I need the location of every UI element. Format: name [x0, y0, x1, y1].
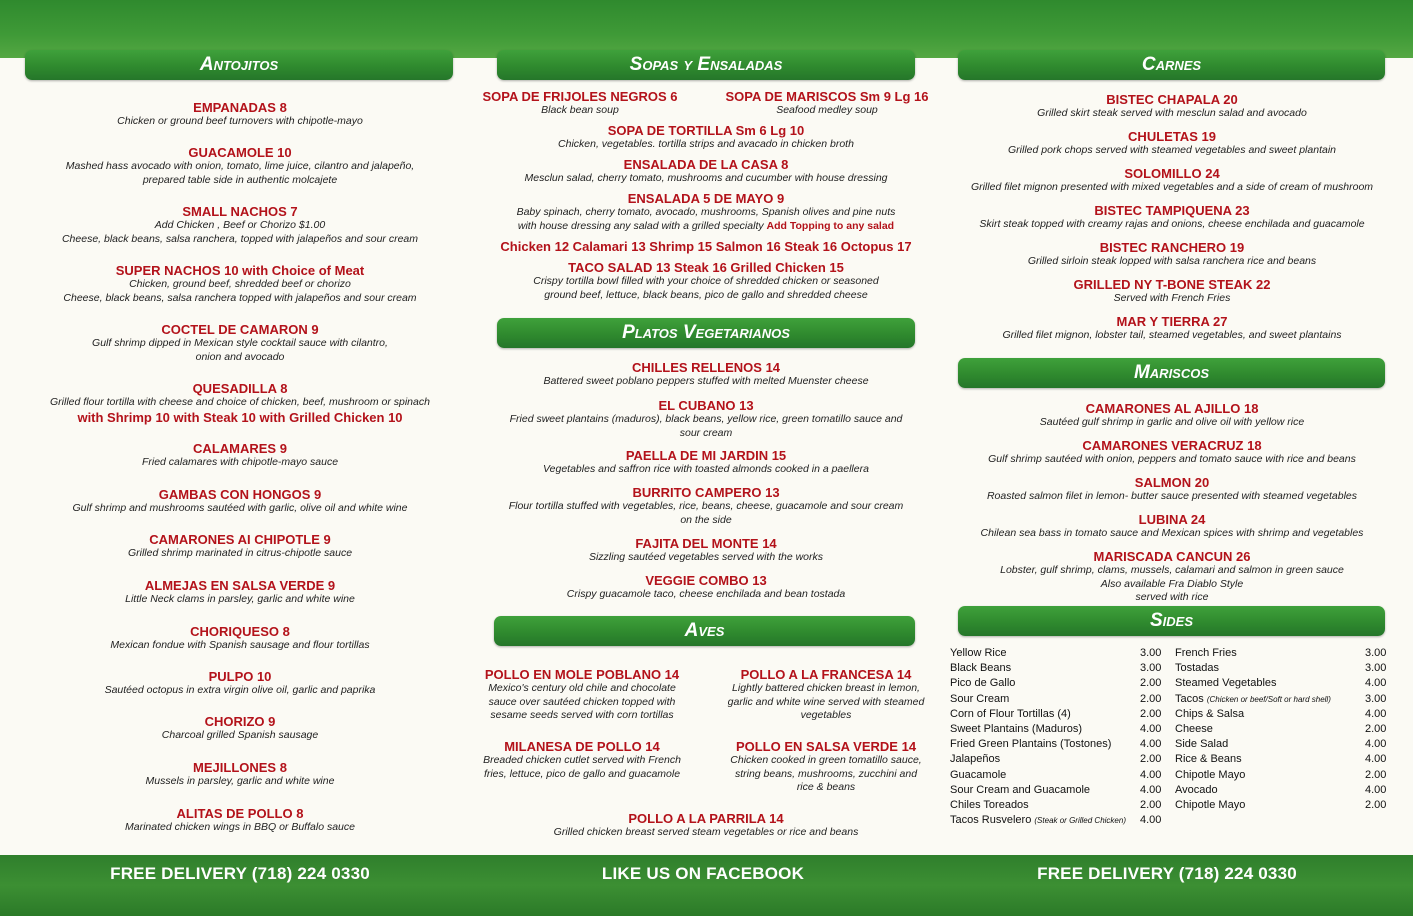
item-name: GRILLED NY T-BONE STEAK 22: [1073, 277, 1271, 292]
item-desc: Chicken, vegetables. tortilla strips and avacado in chicken broth: [558, 138, 854, 150]
item-desc: Crispy tortilla bowl filled with your choice of shredded chicken or seasoned: [533, 275, 879, 287]
side-price: 3.00: [1140, 647, 1162, 659]
header-mariscos: Mariscos: [958, 358, 1385, 388]
item-desc: Vegetables and saffron rice with toasted almonds cooked in a paellera: [543, 463, 869, 475]
menu-item: [480, 573, 932, 602]
item-desc: Charcoal grilled Spanish sausage: [161, 729, 319, 741]
side-item: [1175, 723, 1395, 737]
item-name: CHILLES RELLENOS 14: [631, 360, 781, 375]
item-desc: Chicken or ground beef turnovers with chipotle-mayo: [117, 115, 363, 127]
item-desc: Grilled filet mignon, lobster tail, steamed vegetables, and sweet plantains: [1002, 329, 1342, 341]
item-name: GUACAMOLE 10: [188, 145, 292, 160]
item-desc: Mexican fondue with Spanish sausage and flour tortillas: [110, 639, 370, 651]
side-price: 2.00: [1140, 707, 1162, 720]
item-desc: garlic and white wine served with steamed: [727, 695, 925, 708]
item-desc: Breaded chicken cutlet served with French: [483, 754, 681, 766]
side-name: [1175, 799, 1245, 811]
item-name: MAR Y TIERRA 27: [1116, 314, 1228, 329]
side-price: 3.00: [1140, 662, 1162, 675]
item-name: LUBINA 24: [1138, 512, 1206, 527]
menu-item: [480, 260, 932, 302]
menu-item: [942, 314, 1402, 343]
item-name: VEGGIE COMBO 13: [645, 573, 767, 588]
side-price: 4.00: [1140, 738, 1162, 751]
side-item: [950, 693, 1170, 707]
menu-item: [480, 191, 932, 233]
side-name-text: Steamed Vegetables: [1175, 677, 1277, 690]
header-sopas: Sopas y Ensaladas: [497, 50, 915, 80]
menu-item: [15, 714, 465, 743]
side-name-text: Avocado: [1175, 783, 1218, 796]
item-name: BISTEC RANCHERO 19: [1099, 240, 1245, 255]
side-price: 4.00: [1365, 753, 1387, 766]
header-carnes: Carnes: [958, 50, 1385, 80]
menu-item: [718, 89, 936, 118]
menu-item: [15, 669, 465, 698]
item-name: CALAMARES 9: [193, 441, 287, 456]
menu-item: [480, 398, 932, 440]
menu-item: [480, 89, 680, 118]
item-name: CHULETAS 19: [1128, 129, 1216, 144]
item-desc: Add Chicken , Beef or Chorizo $1.00: [154, 219, 326, 231]
side-item: [1175, 693, 1395, 707]
side-name: [950, 647, 1006, 659]
menu-item: [15, 624, 465, 653]
item-desc: onion and avocado: [195, 350, 285, 363]
item-desc: Sautéed gulf shrimp in garlic and olive oil with yellow rice: [1039, 416, 1305, 428]
side-name: [950, 708, 1071, 720]
item-desc: rice & beans: [796, 781, 856, 793]
item-desc: Grilled pork chops served with steamed vegetables and sweet plantain: [1007, 144, 1337, 156]
item-name: PULPO 10: [208, 669, 272, 684]
side-price: 2.00: [1140, 677, 1162, 690]
side-name: [950, 693, 1009, 705]
menu-item: [480, 536, 932, 565]
menu-item: [15, 100, 465, 129]
menu-item: [480, 157, 932, 186]
item-name: CAMARONES AL AJILLO 18: [1085, 401, 1259, 416]
side-price: 2.00: [1140, 799, 1162, 811]
side-price: 4.00: [1140, 783, 1162, 796]
side-name-text: Jalapeños: [950, 753, 1001, 766]
item-name: MARISCADA CANCUN 26: [1093, 549, 1251, 564]
side-name: [1175, 708, 1244, 720]
side-item: [1175, 662, 1395, 676]
item-name: POLLO A LA PARRILA 14: [628, 811, 784, 826]
item-name: MEJILLONES 8: [193, 760, 287, 775]
side-name-text: Corn of Flour Tortillas (4): [950, 707, 1071, 720]
menu-item: [942, 129, 1402, 158]
item-name: SMALL NACHOS 7: [182, 204, 298, 219]
item-name: SUPER NACHOS 10 with Choice of Meat: [115, 263, 365, 278]
item-desc: Chicken, ground beef, shredded beef or chorizo: [129, 278, 351, 290]
item-desc: Battered sweet poblano peppers stuffed with melted Muenster cheese: [543, 375, 869, 387]
item-name: ALMEJAS EN SALSA VERDE 9: [144, 578, 336, 593]
item-desc: Roasted salmon filet in lemon- butter sauce presented with steamed vegetables: [986, 490, 1358, 502]
item-desc: Lobster, gulf shrimp, clams, mussels, calamari and salmon in green sauce: [1000, 564, 1344, 576]
side-price: 2.00: [1140, 753, 1162, 766]
side-name-text: Sour Cream and Guacamole: [950, 783, 1091, 796]
side-item: [950, 753, 1170, 767]
item-desc: fries, lettuce, pico de gallo and guacamole: [483, 767, 681, 780]
item-name: QUESADILLA 8: [192, 381, 288, 396]
item-desc: on the side: [680, 513, 732, 526]
item-desc: Fried sweet plantains (maduros), black beans, yellow rice, green tomatillo sauce and: [509, 413, 903, 425]
side-name-text: Fried Green Plantains (Tostones): [950, 738, 1112, 751]
item-name: CHORIQUESO 8: [190, 624, 290, 639]
side-price: 3.00: [1365, 647, 1387, 659]
header-antojitos: Antojitos: [25, 50, 453, 80]
side-price: 4.00: [1365, 677, 1387, 690]
menu-item: [942, 549, 1402, 605]
menu-item: [706, 667, 946, 723]
menu-item: [15, 532, 465, 561]
side-name: [950, 662, 1011, 674]
side-item: [1175, 647, 1395, 661]
item-desc: Grilled shrimp marinated in citrus-chipotle sauce: [127, 547, 353, 559]
topping-prices: [470, 239, 942, 254]
side-item: [950, 677, 1170, 691]
side-item: [950, 784, 1170, 798]
side-name-text: Rice & Beans: [1175, 753, 1242, 766]
side-item: [950, 814, 1170, 828]
item-name: CAMARONES AI CHIPOTLE 9: [149, 532, 331, 547]
side-name: [950, 677, 1015, 689]
menu-item: [480, 811, 932, 840]
side-name-text: Tostadas: [1175, 662, 1220, 675]
item-desc: Baby spinach, cherry tomato, avocado, mushrooms, Spanish olives and pine nuts: [516, 206, 896, 218]
side-name: [1175, 738, 1228, 750]
side-note: (Steak or Grilled Chicken): [1034, 816, 1126, 826]
menu-item: [942, 512, 1402, 541]
item-desc: Also available Fra Diablo Style: [1100, 577, 1244, 590]
header-sides: Sides: [958, 606, 1385, 636]
menu-item: [942, 277, 1402, 306]
topping-note: Add Topping to any salad: [766, 219, 895, 232]
topping-price-line: Chicken 12 Calamari 13 Shrimp 15 Salmon 16 Steak 16 Octopus 17: [500, 239, 912, 254]
menu-item: [480, 448, 932, 477]
side-name: [1175, 662, 1219, 674]
menu-item: [15, 578, 465, 607]
item-desc: string beans, mushrooms, zucchini and: [734, 767, 918, 780]
side-item: [1175, 769, 1395, 783]
menu-item: [942, 401, 1402, 430]
item-desc: Crispy guacamole taco, cheese enchilada and bean tostada: [566, 588, 846, 600]
item-desc: Grilled flour tortilla with cheese and choice of chicken, beef, mushroom or spinach: [50, 396, 430, 408]
side-item: [950, 769, 1170, 783]
item-name: CHORIZO 9: [204, 714, 276, 729]
menu-item: [15, 381, 465, 425]
side-name: [1175, 784, 1218, 796]
side-item: [950, 708, 1170, 722]
item-name: ENSALADA DE LA CASA 8: [623, 157, 789, 172]
item-desc: Served with French Fries: [1113, 292, 1231, 304]
item-extra-options: with Shrimp 10 with Steak 10 with Grilled Chicken 10: [77, 409, 403, 425]
side-item: [1175, 784, 1395, 798]
side-price: 4.00: [1365, 738, 1387, 751]
side-price: 2.00: [1365, 768, 1387, 781]
side-name: [950, 723, 1082, 735]
item-desc: Gulf shrimp and mushrooms sautéed with garlic, olive oil and white wine: [72, 502, 408, 514]
menu-item: [462, 739, 702, 781]
side-name: [950, 738, 1111, 750]
item-desc: Skirt steak topped with creamy rajas and onions, cheese enchilada and guacamole: [979, 218, 1365, 230]
header-vegetarianos: Platos Vegetarianos: [497, 318, 915, 348]
menu-item: [942, 475, 1402, 504]
item-name: ENSALADA 5 DE MAYO 9: [627, 191, 785, 206]
item-desc: sesame seeds served with corn tortillas: [490, 709, 674, 721]
item-desc-text: with house dressing any salad with a grilled specialty: [517, 219, 764, 232]
side-name-text: Cheese: [1175, 723, 1213, 735]
item-desc: sour cream: [679, 426, 733, 439]
side-name: [950, 784, 1090, 796]
side-price: 2.00: [1365, 799, 1387, 811]
side-item: [1175, 677, 1395, 691]
side-name-text: Tacos: [1175, 692, 1204, 705]
side-name: [1175, 753, 1242, 765]
item-desc: Mussels in parsley, garlic and white wine: [145, 775, 335, 787]
side-name-text: Chiles Toreados: [950, 799, 1029, 811]
side-name: [950, 814, 1126, 826]
menu-item: [15, 487, 465, 516]
menu-item: [15, 145, 465, 187]
side-item: [1175, 738, 1395, 752]
menu-item: [462, 667, 702, 723]
item-name: BISTEC CHAPALA 20: [1106, 92, 1238, 107]
item-desc: ground beef, lettuce, black beans, pico de gallo and shredded cheese: [544, 288, 868, 301]
item-desc: Flour tortilla stuffed with vegetables, rice, beans, cheese, guacamole and sour cream: [508, 500, 904, 512]
side-name-text: Black Beans: [950, 662, 1012, 675]
side-price: 4.00: [1140, 768, 1162, 781]
side-name: [1175, 677, 1277, 689]
side-name: [1175, 723, 1213, 735]
header-aves: Aves: [494, 616, 915, 646]
item-name: BISTEC TAMPIQUENA 23: [1094, 203, 1250, 218]
side-item: [1175, 708, 1395, 722]
side-name-text: Chipotle Mayo: [1175, 799, 1246, 811]
side-name: [950, 753, 1000, 765]
item-name: POLLO EN MOLE POBLANO 14: [484, 667, 680, 682]
item-desc: Gulf shrimp sautéed with onion, peppers and tomato sauce with rice and beans: [988, 453, 1356, 465]
item-name: EL CUBANO 13: [658, 398, 754, 413]
item-name: SOPA DE TORTILLA Sm 6 Lg 10: [607, 123, 805, 138]
menu-item: [942, 92, 1402, 121]
menu-item: [480, 123, 932, 152]
item-desc: Gulf shrimp dipped in Mexican style cocktail sauce with cilantro,: [92, 337, 388, 349]
side-name-text: Guacamole: [950, 768, 1007, 781]
item-name: TACO SALAD 13 Steak 16 Grilled Chicken 15: [568, 260, 844, 275]
item-name: POLLO A LA FRANCESA 14: [740, 667, 912, 682]
item-desc: vegetables: [800, 709, 852, 721]
item-desc: Grilled filet mignon presented with mixed vegetables and a side of cream of mushroom: [970, 181, 1374, 193]
item-name: GAMBAS CON HONGOS 9: [158, 487, 322, 502]
menu-item: [942, 166, 1402, 195]
side-name: [1175, 693, 1331, 705]
footer-delivery-left: FREE DELIVERY (718) 224 0330: [110, 864, 370, 883]
item-name: BURRITO CAMPERO 13: [632, 485, 780, 500]
item-desc: prepared table side in authentic molcajete: [142, 173, 338, 186]
side-item: [1175, 799, 1395, 813]
side-item: [950, 738, 1170, 752]
item-name: COCTEL DE CAMARON 9: [161, 322, 319, 337]
side-price: 4.00: [1140, 814, 1162, 827]
item-desc: Seafood medley soup: [776, 104, 878, 116]
side-item: [950, 647, 1170, 661]
side-price: 4.00: [1365, 783, 1387, 796]
side-name: [950, 769, 1006, 781]
side-name: [1175, 769, 1245, 781]
item-desc: served with rice: [1135, 591, 1209, 603]
item-name: SALMON 20: [1134, 475, 1210, 490]
item-name: CAMARONES VERACRUZ 18: [1082, 438, 1262, 453]
menu-item: [942, 203, 1402, 232]
item-name: SOLOMILLO 24: [1124, 166, 1220, 181]
item-name: POLLO EN SALSA VERDE 14: [735, 739, 917, 754]
item-desc: Little Neck clams in parsley, garlic and white wine: [125, 593, 355, 605]
item-desc: Grilled chicken breast served steam vegetables or rice and beans: [553, 826, 859, 838]
side-price: 4.00: [1365, 707, 1387, 720]
side-name-text: Sweet Plantains (Maduros): [950, 723, 1083, 735]
menu-item: [15, 322, 465, 364]
side-name-text: Sour Cream: [950, 692, 1010, 705]
side-price: 4.00: [1140, 723, 1162, 735]
item-desc: Marinated chicken wings in BBQ or Buffalo sauce: [125, 821, 355, 833]
item-desc: Mexico's century old chile and chocolate: [488, 682, 676, 694]
side-name-text: French Fries: [1175, 647, 1237, 659]
item-desc: Fried calamares with chipotle-mayo sauce: [141, 456, 339, 468]
side-name-text: Tacos Rusvelero: [950, 814, 1032, 827]
footer-facebook[interactable]: LIKE US ON FACEBOOK: [601, 864, 805, 883]
item-desc: Sizzling sautéed vegetables served with the works: [588, 551, 824, 563]
side-note: (Chicken or beef/Soft or hard shell): [1206, 694, 1331, 704]
side-name-text: Yellow Rice: [950, 647, 1007, 659]
item-desc: Chicken cooked in green tomatillo sauce,: [730, 754, 922, 766]
menu-item: [480, 360, 932, 389]
side-name-text: Chipotle Mayo: [1175, 768, 1246, 781]
side-item: [1175, 753, 1395, 767]
item-name: MILANESA DE POLLO 14: [504, 739, 660, 754]
item-name: ALITAS DE POLLO 8: [176, 806, 304, 821]
item-desc: Lightly battered chicken breast in lemon,: [732, 682, 920, 694]
item-name: EMPANADAS 8: [193, 100, 287, 115]
item-desc: Black bean soup: [541, 104, 619, 116]
item-desc: sauce over sautéed chicken topped with: [488, 695, 676, 708]
item-desc: Sautéed octopus in extra virgin olive oil, garlic and paprika: [104, 684, 376, 696]
item-desc: Cheese, black beans, salsa ranchera topped with jalapeños and sour cream: [63, 291, 417, 304]
side-price: 3.00: [1365, 662, 1387, 675]
item-name: PAELLA DE MI JARDIN 15: [625, 448, 787, 463]
item-desc: Grilled skirt steak served with mesclun salad and avocado: [1037, 107, 1307, 119]
item-name: SOPA DE MARISCOS Sm 9 Lg 16: [725, 89, 929, 104]
menu-item: [15, 263, 465, 305]
side-name-text: Side Salad: [1175, 738, 1229, 751]
item-name: SOPA DE FRIJOLES NEGROS 6: [482, 89, 678, 104]
menu-item: [15, 806, 465, 835]
menu-item: [15, 760, 465, 789]
side-price: 3.00: [1365, 692, 1387, 705]
item-desc: Mashed hass avocado with onion, tomato, lime juice, cilantro and jalapeño,: [65, 160, 415, 172]
side-name-text: Chips & Salsa: [1175, 707, 1245, 720]
side-item: [950, 662, 1170, 676]
item-desc: Mesclun salad, cherry tomato, mushrooms and cucumber with house dressing: [524, 172, 888, 184]
menu-item: [15, 441, 465, 470]
side-price: 2.00: [1140, 692, 1162, 705]
menu-item: [480, 485, 932, 527]
item-desc: Cheese, black beans, salsa ranchera, topped with jalapeños and sour cream: [61, 232, 419, 245]
side-item: [950, 799, 1170, 813]
item-name: FAJITA DEL MONTE 14: [635, 536, 777, 551]
side-name: [950, 799, 1029, 811]
menu-item: [942, 240, 1402, 269]
menu-item: [942, 438, 1402, 467]
side-name-text: Pico de Gallo: [950, 677, 1016, 690]
side-price: 2.00: [1365, 723, 1387, 735]
side-item: [950, 723, 1170, 737]
item-desc: Grilled sirloin steak lopped with salsa ranchera rice and beans: [1027, 255, 1317, 267]
side-name: [1175, 647, 1237, 659]
item-desc: [480, 220, 932, 234]
footer-delivery-right: FREE DELIVERY (718) 224 0330: [1037, 864, 1297, 883]
item-desc: Chilean sea bass in tomato sauce and Mexican spices with shrimp and vegetables: [980, 527, 1364, 539]
menu-item: [706, 739, 946, 795]
menu-item: [15, 204, 465, 246]
